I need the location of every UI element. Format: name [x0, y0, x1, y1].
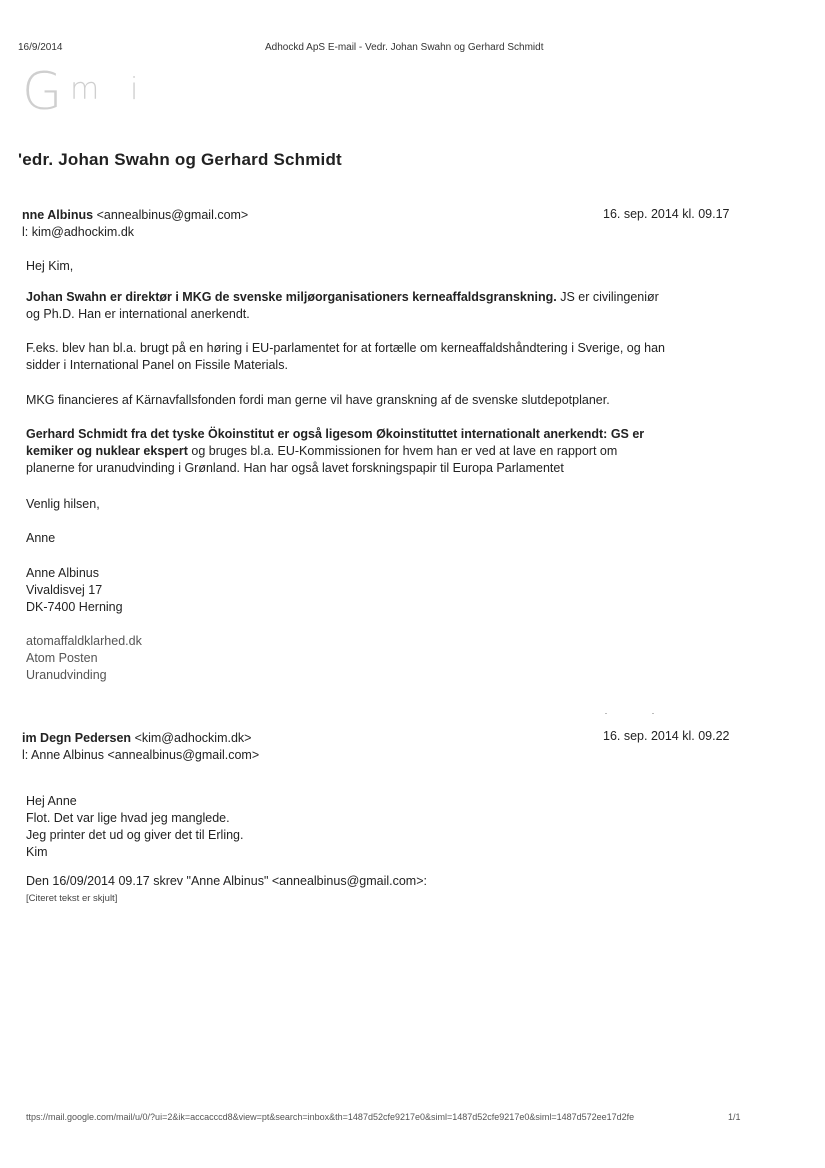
- reply-line-2: Flot. Det var lige hvad jeg manglede.: [26, 811, 230, 825]
- hidden-quote-toggle[interactable]: [Citeret tekst er skjult]: [26, 893, 118, 904]
- print-page-number: 1/1: [728, 1112, 741, 1122]
- paragraph-2-line-2: sidder i International Panel on Fissile Materials.: [26, 358, 288, 372]
- message-1-timestamp: 16. sep. 2014 kl. 09.17: [603, 207, 730, 221]
- message-2-sender: [22, 730, 251, 747]
- paragraph-2-line-1: F.eks. blev han bl.a. brugt på en høring i EU-parlamentet for at fortælle om kerneaffaldshåndtering i Sverige, og han: [26, 341, 666, 355]
- paragraph-3: MKG financieres af Kärnavfallsfonden fordi man gerne vil have granskning af de svenske slutdepotplaner.: [26, 393, 610, 407]
- quote-header: Den 16/09/2014 09.17 skrev "Anne Albinus" <annealbinus@gmail.com>:: [26, 874, 427, 888]
- print-date: 16/9/2014: [18, 42, 63, 53]
- greeting: Hej Kim,: [26, 259, 74, 273]
- scan-speck: [652, 713, 654, 714]
- paragraph-1-line-1: Johan Swahn er direktør i MKG de svenske miljøorganisationers kerneaffaldsgranskning. JS er civilingeniør: [26, 290, 659, 304]
- paragraph-4-line-2: kemiker og nuklear ekspert og bruges bl.a. EU-Kommissionen for hvem han er ved at lave en rapport om: [26, 444, 618, 458]
- signature-link-atom-posten[interactable]: Atom Posten: [26, 651, 98, 665]
- paragraph-4-line-1: Gerhard Schmidt fra det tyske Ökoinstitut er også ligesom Økoinstituttet internationalt anerkendt: GS er: [26, 427, 645, 441]
- message-2-recipient: l: Anne Albinus <annealbinus@gmail.com>: [22, 748, 260, 762]
- email-subject: 'edr. Johan Swahn og Gerhard Schmidt: [18, 150, 342, 169]
- closing: Venlig hilsen,: [26, 497, 100, 511]
- signoff: Anne: [26, 531, 56, 545]
- sender-email[interactable]: <kim@adhockim.dk>: [134, 731, 252, 745]
- message-1-recipient: l: kim@adhockim.dk: [22, 225, 135, 239]
- scan-speck: [605, 713, 607, 714]
- signature-city: DK-7400 Herning: [26, 600, 123, 614]
- signature-link-uranudvinding[interactable]: Uranudvinding: [26, 668, 107, 682]
- message-1-sender: [22, 207, 248, 224]
- reply-line-3: Jeg printer det ud og giver det til Erling.: [26, 828, 244, 842]
- reply-line-4: Kim: [26, 845, 48, 859]
- sender-name: im Degn Pedersen: [22, 731, 132, 745]
- signature-street: Vivaldisvej 17: [26, 583, 103, 597]
- gmail-logo: G m i: [22, 62, 141, 122]
- print-title: Adhockd ApS E-mail - Vedr. Johan Swahn og Gerhard Schmidt: [265, 42, 544, 53]
- sender-email[interactable]: <annealbinus@gmail.com>: [96, 208, 249, 222]
- paragraph-1-line-2: og Ph.D. Han er international anerkendt.: [26, 307, 250, 321]
- signature-link-atomaffald[interactable]: atomaffaldklarhed.dk: [26, 634, 142, 648]
- paragraph-4-line-3: planerne for uranudvinding i Grønland. Han har også lavet forskningspapir til Europa Parlamentet: [26, 461, 564, 475]
- sender-name: nne Albinus: [22, 208, 94, 222]
- signature-name: Anne Albinus: [26, 566, 99, 580]
- reply-line-1: Hej Anne: [26, 794, 77, 808]
- message-2-timestamp: 16. sep. 2014 kl. 09.22: [603, 729, 730, 743]
- print-footer-url: ttps://mail.google.com/mail/u/0/?ui=2&ik=accacccd8&view=pt&search=inbox&th=1487d52cfe9217e0&siml=1487d52cfe9217e0&siml=1487d572ee17d2fe: [26, 1112, 635, 1122]
